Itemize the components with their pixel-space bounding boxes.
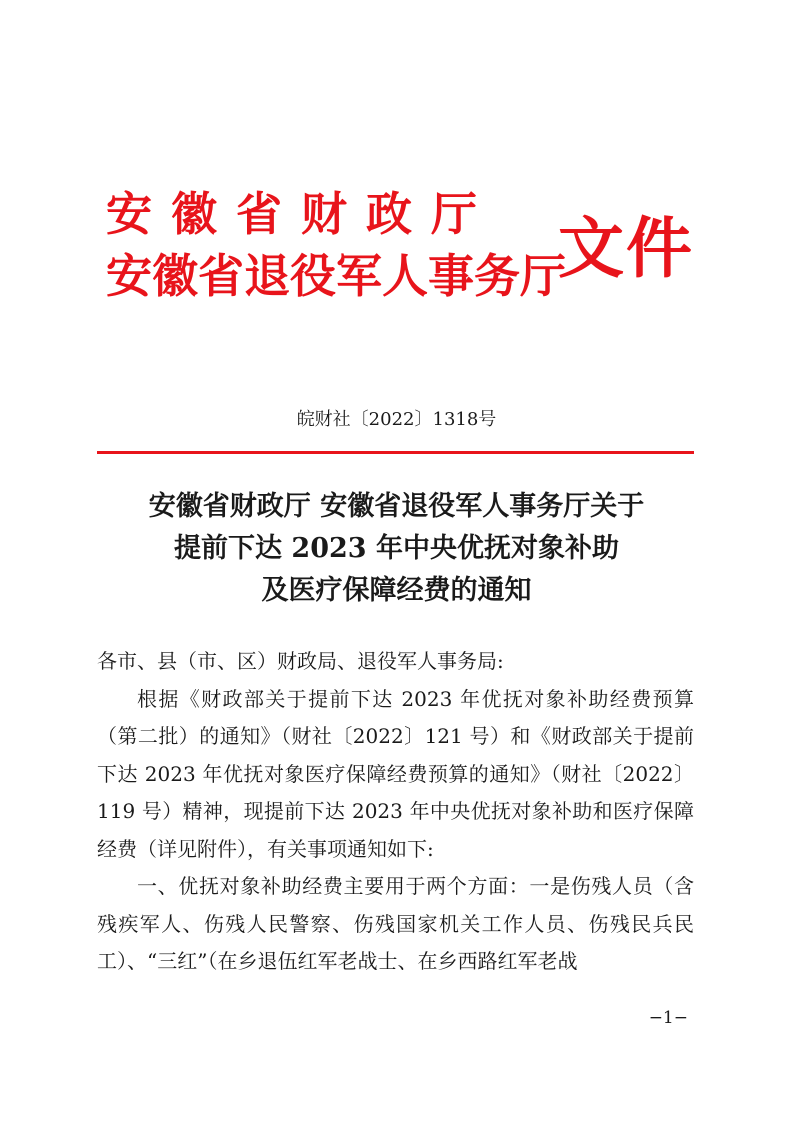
document-body — [97, 643, 694, 981]
document-type-label: 文件 — [558, 209, 694, 287]
page-number: −1− — [648, 1008, 688, 1028]
salutation: 各市、县（市、区）财政局、退役军人事务局: — [97, 649, 504, 673]
body-paragraph-1: 根据《财政部关于提前下达 2023 年优抚对象补助经费预算（第二批）的通知》（财社〔2022〕121 号）和《财政部关于提前下达 2023 年优抚对象医疗保障经费预算的通知》（财社〔2022〕119 号）精神，现提前下达 2023 年中央优抚对象补助和医疗保障经费（详见附件），有关事项通知如下: — [97, 686, 694, 861]
red-divider-line — [97, 451, 694, 454]
issuing-org-veterans: 安徽省退役军人事务厅 — [106, 249, 566, 303]
document-title — [0, 486, 793, 612]
title-line-2: 提前下达 2023 年中央优抚对象补助 — [174, 533, 619, 564]
document-number: 皖财社〔2022〕1318号 — [296, 409, 497, 430]
document-header — [106, 182, 706, 312]
body-paragraph-2: 一、优抚对象补助经费主要用于两个方面：一是伤残人员（含残疾军人、伤残人民警察、伤残国家机关工作人员、伤残民兵民工）、“三红”（在乡退伍红军老战士、在乡西路红军老战 — [97, 874, 694, 973]
title-line-3: 及医疗保障经费的通知 — [261, 575, 532, 606]
issuing-org-finance: 安徽省财政厅 — [106, 187, 496, 241]
title-line-1: 安徽省财政厅 安徽省退役军人事务厅关于 — [148, 491, 645, 522]
